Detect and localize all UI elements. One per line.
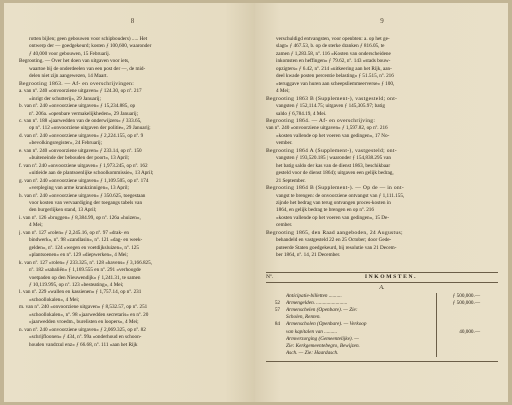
text-line: «plantsoenen» en nº. 129 «diepwerken», 4 Mei; <box>29 252 128 259</box>
table-row <box>266 350 498 357</box>
text-line: bindwerk», nº. 98 «zandlasin», nº. 121 «dag- en week- <box>29 237 143 244</box>
text-line: ber 1864, nº. 14, 21 December. <box>276 252 341 259</box>
text-line: a. van nº. 240 «onvoorziene uitgaven» ƒ 124.30, op nº. 217 <box>19 88 142 95</box>
row-number <box>266 343 286 350</box>
text-line: slagt» ƒ 467.53, b. op de sterke dranken ƒ 816.05, te <box>276 43 385 50</box>
table-row <box>266 336 498 343</box>
text-line: g. van nº. 240 «onvoorziene uitgaven» ƒ 1,109.505, op nº. 174 <box>19 177 149 184</box>
text-line: vangsten ƒ 152,114.75; uitgaven ƒ 145,305.97; batig <box>276 103 386 110</box>
column-number-header: Nº. <box>266 273 274 280</box>
section-heading-line: Begrooting 1863. — Af- en overschrijvingen: <box>19 80 135 87</box>
text-line: houden vandrzul enz» ƒ 66.68, nº. 111 «aan het Rijk <box>29 341 138 348</box>
text-line: 21 September. <box>276 177 306 184</box>
text-line: «inrigt der schutterij», 29 Januarij; <box>29 95 101 102</box>
text-line: cember. <box>276 222 293 229</box>
row-number: 57 <box>274 307 280 313</box>
text-line: waartoe bij de onderdeelen van een post der —, de mid- <box>29 65 146 72</box>
text-line: «bevolkingsregister», 24 Februarij; <box>29 140 103 147</box>
text-line: «buiteneinde der bebouden der poort», 13 April; <box>29 155 130 162</box>
row-amount <box>436 336 498 343</box>
row-amount <box>436 314 498 321</box>
row-number <box>266 314 286 321</box>
text-line: saldo ƒ 6,784.19, 4 Mei. <box>276 110 327 117</box>
row-amount: ƒ 500,000.— <box>436 293 498 300</box>
text-line: delen niet zijn aangewezen, 14 Maart. <box>29 73 108 80</box>
text-line: m. van nº. 240 «onvoorziene uitgaven» ƒ 8,532.57, op nº. 251 <box>19 304 148 311</box>
table-title: INKOMSTEN. <box>364 273 418 280</box>
left-page-text <box>19 36 246 349</box>
row-description: Zie: Kerkgemeentebegro, Bewijzen. <box>286 343 360 350</box>
text-line: ƒ 40,000 voor gebouwen, 15 Februarij. <box>29 50 110 57</box>
text-line: e. van nº. 240 «onvoorziene uitgaven» ƒ 233.14, op nº. 150 <box>19 147 142 154</box>
text-line: «jaarwedden vroedm., burelisten en loopers», 4 Mei; <box>29 319 139 326</box>
row-description: Armenschelen (Openbare). — Zie: <box>286 307 358 313</box>
text-line: voor kosten van vervaardiging der toegangs tabels van <box>29 199 143 206</box>
text-line: d. van nº. 240 «onvoorziene uitgaven» ƒ 2,224.155, op nº. 9 <box>19 132 144 139</box>
table-bottom-rule <box>266 361 498 362</box>
text-line: nº. 182 «sabaliën» ƒ 1,169.555 en nº. 291 «verhoogde <box>29 267 141 274</box>
row-description: Scholen, Renten. <box>286 314 321 321</box>
text-line: «schrijfloonen» ƒ 434, nº. 99a «onderhoud en schoon- <box>29 334 142 341</box>
text-line: op nº. 112 «onvoorziene uitgaven der politie», 29 Januarij; <box>29 125 151 132</box>
section-heading-line: Begrooting 1863 B (Supplement-), vastgesteld; ont- <box>266 95 398 102</box>
text-line: l. van nº. 229 «wallen en kassienen» ƒ 1,757.14, op nº. 231 <box>19 289 142 296</box>
table-section-label: A. <box>379 284 385 291</box>
row-description: van kapitalen van .......... <box>286 328 338 335</box>
table-row <box>266 321 498 328</box>
text-line: Begrooting. — Over het doen van uitgaven voor iets, <box>19 58 130 65</box>
page-number: 8 <box>130 17 135 25</box>
text-line: «schoollokalen», nº. 98 «jaarwedden secretaris» en nº. 20 <box>29 311 149 318</box>
text-line: zijnde het bedrag van terug ontvangen proces-kosten in <box>276 199 391 206</box>
text-line: ontwerp der — goedgekeurd; kosten ƒ 100,600, waaronder <box>29 43 152 50</box>
row-amount <box>436 343 498 350</box>
text-line: gelden», nº. 124 «wegen en voetdijksluizen», nº. 125 <box>29 244 139 251</box>
table-row <box>266 329 498 336</box>
row-description: Armengelden. ........................ <box>286 299 348 306</box>
text-line: deel kwade posten percentie belasting» ƒ 51.515, nº. 216 <box>276 73 394 80</box>
text-line: van nº. 240 «onvoorziene uitgaven» ƒ 1,597.82, op nº. 216 <box>266 125 388 132</box>
table-row <box>266 343 498 350</box>
table-row <box>266 300 498 307</box>
table-row <box>266 314 498 321</box>
row-amount <box>436 321 498 328</box>
text-line: «uitleide aan de plantsoenlijke schoolkommissie», 13 April; <box>29 170 154 177</box>
text-line: «kosten vallende op het voeren van gedingen», 15 De- <box>276 214 390 221</box>
text-line: ƒ 10,119.995, op nº. 123 «besteating», 4 Mei; <box>29 281 124 288</box>
section-heading-line: Begrooting 1864 B (Supplement-). — Op de — in ont- <box>266 185 405 192</box>
row-number: 84 <box>274 321 280 328</box>
right-page-text <box>266 36 498 260</box>
left-page <box>4 3 255 402</box>
row-amount: ƒ 500,000.— <box>436 300 498 307</box>
row-amount <box>436 350 498 357</box>
text-line: 4 Mei; <box>29 222 43 229</box>
row-number: 52 <box>274 299 280 306</box>
row-number <box>266 293 286 300</box>
text-line: nº. 206a. «openbare vermakelijkheden», 29 Januarij; <box>29 110 139 117</box>
row-description: Armverzorging (Gemeentelijke). — <box>286 335 359 342</box>
row-number <box>266 350 286 357</box>
text-line: voetpaden op den Nieuwendijk» ƒ 1,241.31, te samen <box>29 274 141 281</box>
table-row <box>266 293 498 300</box>
row-description: Asch. — Zie: Haardasch. <box>286 350 339 357</box>
text-line: f. van nº. 240 «onvoorziene uitgaven» ƒ 1,973.245, op nº. 162 <box>19 162 148 169</box>
section-heading-line: Begrooting 1864. — Af- en overschrijving: <box>266 117 376 124</box>
text-line: i. van nº. 126 «bruggen» ƒ 8,384.99, op nº. 126a «huizen», <box>19 214 141 221</box>
right-page <box>255 3 508 402</box>
section-heading-line: Begrooting 1864 A (Supplement-), vastgesteld; ont- <box>266 147 397 154</box>
section-heading-line: Begrooting 1865, den Raad aangeboden, 24 Augustus; <box>266 229 403 236</box>
text-line: «verpleging van arme krankzinnigen», 13 April; <box>29 185 129 192</box>
row-description: Anticipatie-billetten .......... <box>286 292 342 299</box>
row-description: Armenscholen (Openbare). — Verkoop <box>286 321 367 328</box>
text-line: 1864, en gelijk bedrag te brengen en op nº. 216 <box>276 207 374 214</box>
text-line: n. van nº. 240 «onvoorziene uitgaven» ƒ 2,069.325, op nº. 82 <box>19 326 146 333</box>
text-line: puteerde Staten goedgekeurd, bij resolutie van 21 Decem- <box>276 244 397 251</box>
table-header <box>266 272 498 283</box>
page-number: 9 <box>380 17 384 25</box>
text-line: k. van nº. 127 «rolen» ƒ 233.325, nº. 128 «havens» ƒ 3,166.825, <box>19 259 153 266</box>
text-line: «teruggave van huren aan scheepsliemmeerverse» ƒ 100, <box>276 80 395 87</box>
text-line: h. van nº. 240 «onvoorziene uitgaven» ƒ 350.625, toegestaan <box>19 192 146 199</box>
text-line: vember. <box>276 140 293 147</box>
text-line: gesteld voor de dienst 1864); uitgaven een gelijk bedrag, <box>276 170 394 177</box>
text-line: vangsten ƒ 193,520.185 | waaronder ƒ 154,838.295 van <box>276 155 391 162</box>
income-table <box>266 293 498 358</box>
text-line: verschuldigd entvangsten, voor openbten: a. op het ge- <box>276 36 390 42</box>
table-row <box>266 307 498 314</box>
row-amount <box>436 307 498 314</box>
book-spread <box>4 3 508 402</box>
text-line: 4 Mei; <box>276 88 290 95</box>
text-line: opzigters» ƒ 6.42, nº. 214 «uitkeering aan het Rijk, aan- <box>276 65 392 72</box>
row-number <box>266 329 286 336</box>
text-line: «kosten vallende op het voeren van gedingen», 17 No- <box>276 132 390 139</box>
text-line: b. van nº. 240 «onvoorziene uitgaven» ƒ 15,234.885, op <box>19 103 136 110</box>
text-line: den burgerlijken stand, 13 April; <box>29 207 97 214</box>
text-line: j. van nº. 127 «rolen» ƒ 2,245.16, op nº. 97 «drak- en <box>19 229 129 236</box>
text-line: inkomsten en heffingen» ƒ 79.62, nº. 143 «stads bouw- <box>276 58 391 65</box>
text-line: het batig saldo der kas van de dienst 1863, beschikbaar <box>276 162 391 169</box>
row-amount: 40,000.— <box>436 329 498 336</box>
text-line: zamen ƒ 1,283.58, nº. 116 «Kosten van onderscheidene <box>276 50 391 57</box>
text-line: rotten bijlen; geen gebouwen voor schipbouders) ..... Het <box>29 36 148 42</box>
row-number <box>266 336 286 343</box>
text-line: c. van nº. 188 «jaarwedden van de onderwijzers» ƒ 333.65, <box>19 117 142 124</box>
text-line: vangst te brengen: de onvoorziene ontvangst van ƒ 1,111.155, <box>276 192 405 199</box>
text-line: «schoollokalen», 4 Mei; <box>29 296 80 303</box>
text-line: behandeld en vastgesteld 22 en 25 October; door Gede- <box>276 237 392 244</box>
